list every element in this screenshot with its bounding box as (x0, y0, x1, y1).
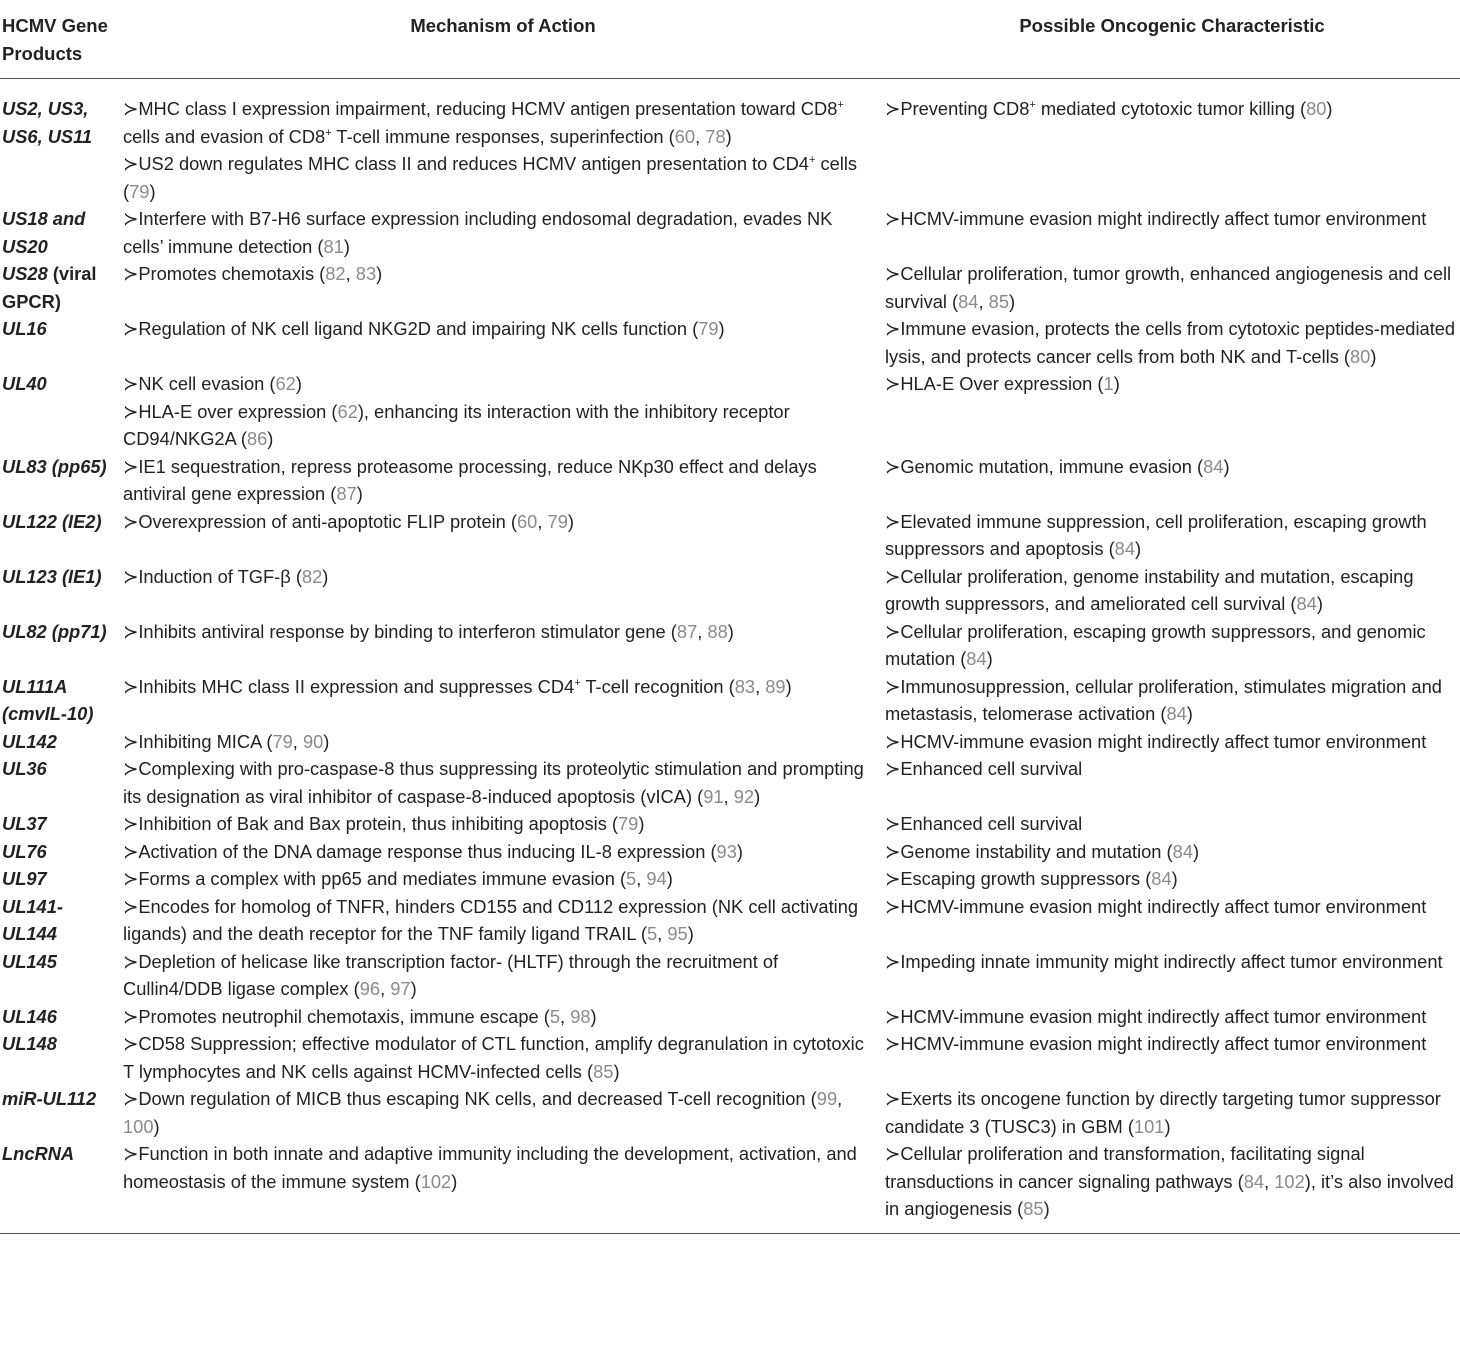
oncogenic-text: ≻Elevated immune suppression, cell proliferation, escaping growth suppressors and apoptosis (84) (885, 510, 1427, 559)
mechanism-text: ≻US2 down regulates MHC class II and reduces HCMV antigen presentation to CD4+ cells (79) (123, 153, 858, 202)
oncogenic-cell (884, 618, 1460, 673)
mechanism-cell (122, 260, 884, 315)
oncogenic-cell (884, 893, 1460, 948)
gene-product-cell: UL16 (2, 318, 47, 339)
oncogenic-cell (884, 563, 1460, 618)
oncogenic-cell (884, 453, 1460, 508)
mechanism-cell (122, 205, 884, 260)
header-mechanism-of-action: Mechanism of Action (410, 15, 596, 36)
gene-product-cell: UL37 (2, 813, 47, 834)
oncogenic-cell (884, 838, 1460, 866)
oncogenic-text: ≻Cellular proliferation and transformation, facilitating signal transductions in cancer signaling pathways (84, 102), it’s also involved in angiogenesis (85) (885, 1143, 1454, 1219)
header-oncogenic-characteristic: Possible Oncogenic Characteristic (1019, 15, 1325, 36)
oncogenic-text: ≻Exerts its oncogene function by directly targeting tumor suppressor candidate 3 (TUSC3) in GBM (101) (885, 1088, 1441, 1137)
table-row (0, 893, 1460, 948)
table-row (0, 728, 1460, 756)
table-row (0, 810, 1460, 838)
gene-product-cell: UL82 (pp71) (2, 620, 107, 642)
mechanism-text: ≻Promotes neutrophil chemotaxis, immune escape (5, 98) (123, 1005, 597, 1027)
header-gene-products: HCMV Gene Products (2, 15, 108, 64)
gene-product-cell: UL36 (2, 758, 47, 779)
mechanism-text: ≻Encodes for homolog of TNFR, hinders CD155 and CD112 expression (NK cell activating ligands) and the death receptor for the TNF family ligand TRAIL (5, 95) (123, 895, 859, 944)
oncogenic-cell (884, 508, 1460, 563)
oncogenic-cell (884, 810, 1460, 838)
mechanism-text: ≻Complexing with pro-caspase-8 thus suppressing its proteolytic stimulation and prompting its designation as viral inhibitor of caspase-8-induced apoptosis (vICA) (91, 92) (123, 758, 864, 807)
mechanism-cell (122, 948, 884, 1003)
mechanism-cell (122, 453, 884, 508)
mechanism-text: ≻IE1 sequestration, repress proteasome processing, reduce NKp30 effect and delays antiviral gene expression (87) (123, 455, 817, 504)
gene-product-cell: UL122 (IE2) (2, 510, 102, 532)
gene-product-cell: UL145 (2, 950, 57, 972)
oncogenic-text: ≻Enhanced cell survival (885, 758, 1083, 779)
mechanism-text: ≻NK cell evasion (62) (123, 373, 302, 394)
oncogenic-text: ≻Cellular proliferation, genome instability and mutation, escaping growth suppressors, and ameliorated cell survival (84) (885, 565, 1414, 614)
mechanism-text: ≻Overexpression of anti-apoptotic FLIP protein (60, 79) (123, 510, 574, 532)
mechanism-cell (122, 79, 884, 206)
table-row (0, 673, 1460, 728)
gene-product-cell: UL123 (IE1) (2, 565, 102, 587)
gene-product-cell: UL146 (2, 1005, 57, 1027)
gene-product-cell: UL142 (2, 730, 57, 752)
oncogenic-text: ≻HCMV-immune evasion might indirectly affect tumor environment (885, 1033, 1427, 1054)
mechanism-cell (122, 838, 884, 866)
mechanism-text: ≻Down regulation of MICB thus escaping NK cells, and decreased T-cell recognition (99, 100) (123, 1088, 843, 1137)
oncogenic-cell (884, 948, 1460, 1003)
mechanism-text: ≻HLA-E over expression (62), enhancing its interaction with the inhibitory receptor CD94/NKG2A (86) (123, 400, 790, 449)
gene-product-cell: miR-UL112 (2, 1088, 97, 1109)
mechanism-cell (122, 893, 884, 948)
mechanism-cell (122, 755, 884, 810)
mechanism-cell (122, 1030, 884, 1085)
oncogenic-cell (884, 865, 1460, 893)
gene-product-cell: US2, US3, US6, US11 (2, 98, 93, 147)
table-row (0, 205, 1460, 260)
mechanism-text: ≻Interfere with B7-H6 surface expression including endosomal degradation, evades NK cells’ immune detection (81) (123, 208, 833, 257)
oncogenic-text: ≻Impeding innate immunity might indirectly affect tumor environment (885, 950, 1443, 972)
gene-product-cell: US28 (viral GPCR) (2, 263, 97, 312)
oncogenic-text: ≻Cellular proliferation, tumor growth, enhanced angiogenesis and cell survival (84, 85) (885, 263, 1452, 312)
oncogenic-text: ≻HLA-E Over expression (1) (885, 373, 1120, 394)
oncogenic-text: ≻HCMV-immune evasion might indirectly affect tumor environment (885, 208, 1427, 229)
oncogenic-text: ≻Enhanced cell survival (885, 813, 1083, 834)
gene-product-cell: UL141-UL144 (2, 895, 63, 944)
table-row (0, 1140, 1460, 1233)
gene-product-cell: UL83 (pp65) (2, 455, 107, 477)
oncogenic-text: ≻Genomic mutation, immune evasion (84) (885, 455, 1230, 477)
gene-product-cell: UL97 (2, 868, 47, 889)
mechanism-text: ≻Inhibits MHC class II expression and suppresses CD4+ T-cell recognition (83, 89) (123, 675, 792, 697)
table-row (0, 508, 1460, 563)
oncogenic-cell (884, 370, 1460, 453)
gene-product-cell: LncRNA (2, 1143, 75, 1164)
gene-product-cell: UL76 (2, 840, 47, 862)
oncogenic-cell (884, 755, 1460, 810)
table-row (0, 838, 1460, 866)
oncogenic-cell (884, 315, 1460, 370)
mechanism-text: ≻Promotes chemotaxis (82, 83) (123, 263, 383, 284)
mechanism-cell (122, 370, 884, 453)
oncogenic-text: ≻HCMV-immune evasion might indirectly affect tumor environment (885, 1005, 1427, 1027)
table-row (0, 618, 1460, 673)
table-body (0, 79, 1460, 1234)
mechanism-cell (122, 563, 884, 618)
oncogenic-text: ≻Escaping growth suppressors (84) (885, 868, 1178, 889)
gene-product-cell: UL40 (2, 373, 47, 394)
oncogenic-cell (884, 79, 1460, 206)
table-row (0, 315, 1460, 370)
oncogenic-cell (884, 205, 1460, 260)
mechanism-cell (122, 1140, 884, 1233)
table-row (0, 755, 1460, 810)
gene-product-cell: UL148 (2, 1033, 57, 1054)
table-row (0, 370, 1460, 453)
mechanism-cell (122, 865, 884, 893)
mechanism-cell (122, 618, 884, 673)
oncogenic-cell (884, 1003, 1460, 1031)
oncogenic-text: ≻Cellular proliferation, escaping growth suppressors, and genomic mutation (84) (885, 620, 1426, 669)
mechanism-text: ≻Activation of the DNA damage response thus inducing IL-8 expression (93) (123, 840, 743, 862)
table-row (0, 79, 1460, 206)
mechanism-text: ≻Depletion of helicase like transcription factor- (HLTF) through the recruitment of Cullin4/DDB ligase complex (96, 97) (123, 950, 779, 999)
oncogenic-text: ≻HCMV-immune evasion might indirectly affect tumor environment (885, 895, 1427, 917)
mechanism-cell (122, 810, 884, 838)
oncogenic-cell (884, 673, 1460, 728)
mechanism-text: ≻MHC class I expression impairment, reducing HCMV antigen presentation toward CD8+ cells and evasion of CD8+ T-cell immune responses, superinfection (60, 78) (123, 98, 844, 147)
table-row (0, 1003, 1460, 1031)
table-row (0, 563, 1460, 618)
mechanism-cell (122, 728, 884, 756)
mechanism-text: ≻Forms a complex with pp65 and mediates immune evasion (5, 94) (123, 868, 673, 889)
oncogenic-text: ≻Preventing CD8+ mediated cytotoxic tumor killing (80) (885, 98, 1333, 119)
table-row (0, 260, 1460, 315)
oncogenic-cell (884, 1085, 1460, 1140)
mechanism-cell (122, 673, 884, 728)
oncogenic-text: ≻Immune evasion, protects the cells from cytotoxic peptides-mediated lysis, and protects cancer cells from both NK and T-cells (80) (885, 318, 1456, 367)
mechanism-text: ≻Inhibiting MICA (79, 90) (123, 730, 330, 752)
mechanism-cell (122, 315, 884, 370)
mechanism-cell (122, 1085, 884, 1140)
oncogenic-text: ≻Genome instability and mutation (84) (885, 840, 1200, 862)
mechanism-text: ≻Regulation of NK cell ligand NKG2D and impairing NK cells function (79) (123, 318, 725, 339)
gene-product-cell: UL111A (cmvIL-10) (2, 675, 94, 724)
oncogenic-cell (884, 1030, 1460, 1085)
table-row (0, 865, 1460, 893)
table-row (0, 948, 1460, 1003)
mechanism-cell (122, 508, 884, 563)
mechanism-cell (122, 1003, 884, 1031)
oncogenic-text: ≻HCMV-immune evasion might indirectly affect tumor environment (885, 730, 1427, 752)
oncogenic-text: ≻Immunosuppression, cellular proliferation, stimulates migration and metastasis, telomerase activation (84) (885, 675, 1442, 724)
oncogenic-cell (884, 1140, 1460, 1233)
mechanism-text: ≻Inhibits antiviral response by binding to interferon stimulator gene (87, 88) (123, 620, 734, 642)
header-row (0, 0, 1460, 79)
gene-product-cell: US18 and US20 (2, 208, 86, 257)
mechanism-text: ≻CD58 Suppression; effective modulator of CTL function, amplify degranulation in cytotoxic T lymphocytes and NK cells against HCMV-infected cells (85) (123, 1033, 864, 1082)
table-row (0, 1085, 1460, 1140)
mechanism-text: ≻Function in both innate and adaptive immunity including the development, activation, and homeostasis of the immune system (102) (123, 1143, 857, 1192)
oncogenic-cell (884, 728, 1460, 756)
mechanism-text: ≻Inhibition of Bak and Bax protein, thus inhibiting apoptosis (79) (123, 813, 645, 834)
oncogenic-cell (884, 260, 1460, 315)
table-row (0, 1030, 1460, 1085)
table-row (0, 453, 1460, 508)
mechanism-text: ≻Induction of TGF-β (82) (123, 565, 329, 587)
